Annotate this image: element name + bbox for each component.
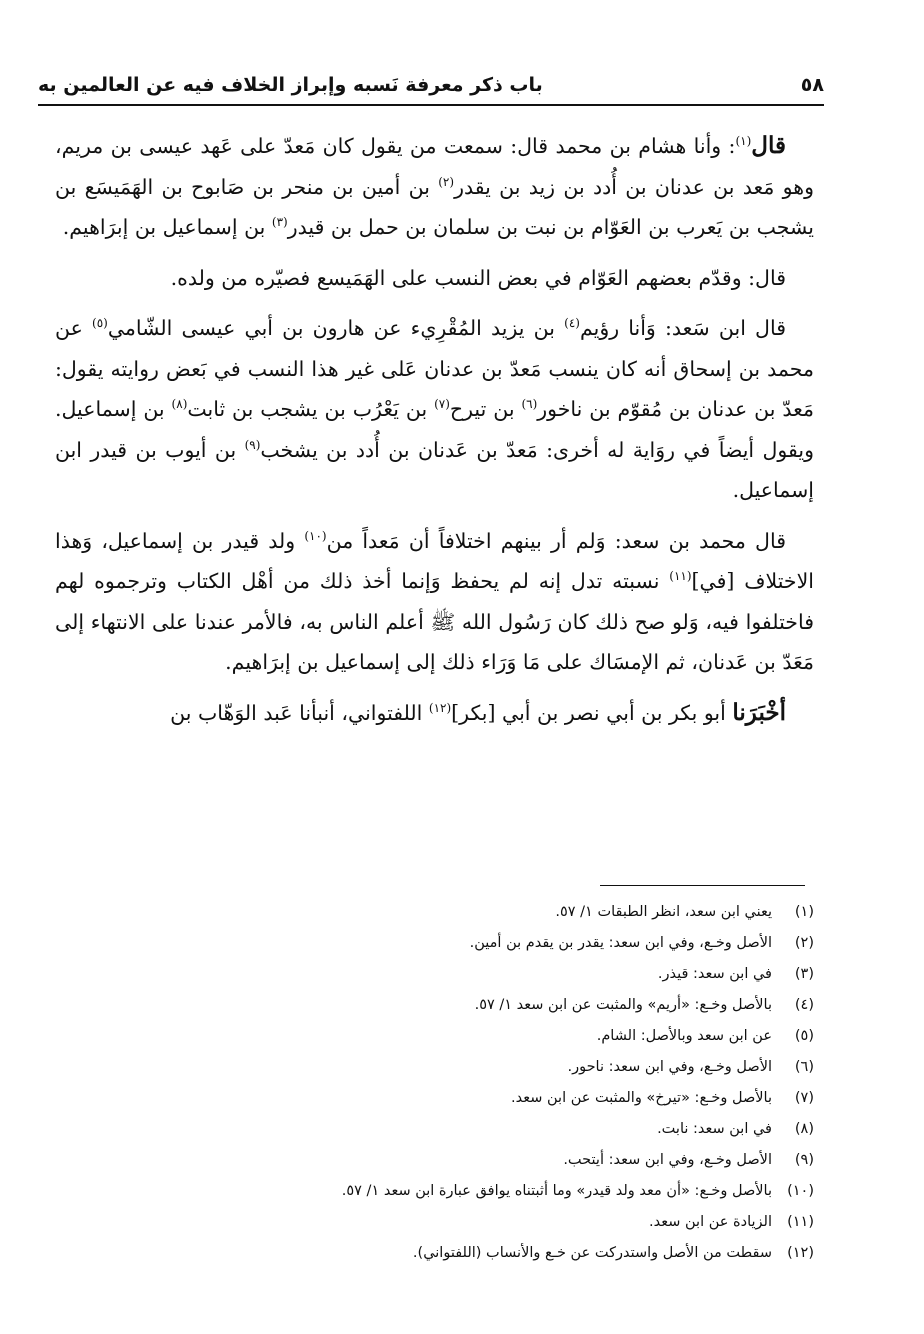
footnote-divider	[600, 885, 805, 886]
footnotes-list	[200, 897, 814, 1269]
paragraph-text: بن أيوب بن قيدر ابن إسماعيل.	[55, 437, 814, 502]
footnote-ref[interactable]: (١١)	[669, 569, 692, 584]
footnote-text: بالأصل وخـع: «أن معد ولد قيدر» وما أثبتناه يوافق عبارة ابن سعد ١/ ٥٧.	[341, 1183, 772, 1199]
footnote-text: بالأصل وخـع: «تيرخ» والمثبت عن ابن سعد.	[511, 1090, 772, 1106]
paragraph-text: قال ابن سَعد: وَأنا رؤيم	[579, 316, 786, 340]
paragraph-text: اللفتواني، أنبأنا عَبد الوَهّاب بن	[170, 700, 429, 725]
footnote-item	[200, 1083, 814, 1114]
footnote-item	[200, 1052, 814, 1083]
footnote-ref[interactable]: (٢)	[438, 174, 455, 189]
paragraph-2	[55, 258, 814, 299]
footnote-item	[200, 1176, 814, 1207]
paragraph-text: بن تيرح	[449, 397, 522, 421]
footnote-item	[200, 897, 814, 928]
lead-word: أخْبَرَنا	[732, 698, 786, 726]
footnote-ref[interactable]: (٦)	[521, 397, 538, 412]
lead-word: قال	[751, 132, 786, 159]
footnote-text: في ابن سعد: قيذر.	[657, 966, 772, 982]
footnote-item	[200, 1207, 814, 1238]
paragraph-4	[55, 521, 814, 683]
footnote-text: الأصل وخـع، وفي ابن سعد: أيتحب.	[563, 1152, 772, 1168]
paragraph-text: بن يَعْرُب بن يشجب بن ثابت	[187, 397, 435, 421]
paragraph-5	[55, 693, 814, 734]
footnote-text: الأصل وخـع، وفي ابن سعد: يقدر بن يقدم بن أمين.	[469, 935, 772, 951]
footnote-text: بالأصل وخـع: «أريم» والمثبت عن ابن سعد ١/ ٥٧.	[474, 997, 772, 1013]
paragraph-text: عن محمد بن إسحاق أنه كان ينسب مَعدّ بن عدنان عَلى غير هذا النسب في بَعض روايته يقول: مَعدّ بن عدنان بن مُقوّم بن ناخور	[55, 316, 814, 421]
paragraph-text: بن يزيد المُقْرِيء عن هارون بن أبي عيسى الشّامي	[107, 316, 565, 340]
footnote-text: عن ابن سعد وبالأصل: الشام.	[596, 1028, 772, 1044]
footnote-ref[interactable]: (٣)	[271, 215, 288, 230]
paragraph-text: قال: وقدّم بعضهم العَوّام في بعض النسب على الهَمَيسع فصيّره من ولده.	[170, 265, 786, 290]
footnote-number: (٧)	[794, 1090, 814, 1106]
footnote-number: (١١)	[787, 1214, 814, 1230]
footnote-ref[interactable]: (١٠)	[304, 528, 327, 543]
paragraph-text: ولد قيدر بن إسماعيل، وَهذا الاختلاف [في]	[55, 528, 814, 593]
footnote-ref[interactable]: (٩)	[244, 437, 261, 452]
footnote-item	[200, 1021, 814, 1052]
footnote-item	[200, 959, 814, 990]
paragraph-text: نسبته تدل إنه لم يحفظ وَإنما أخذ ذلك من أهْل الكتاب وترجموه لهم فاختلفوا فيه، وَلو صح ذلك كان رَسُول الله ﷺ أعلم الناس به، فالأمر عندنا على الانتهاء إلى مَعَدّ بن عَدنان، ثم الإمسَاك على مَا وَرَاء ذلك إلى إسماعيل بن إبرَاهيم.	[55, 569, 814, 674]
paragraph-3	[55, 308, 814, 511]
footnote-text: الزيادة عن ابن سعد.	[649, 1214, 772, 1230]
paragraph-text: بن إسماعيل بن إبرَاهيم.	[62, 215, 272, 239]
footnote-text: سقطت من الأصل واستدركت عن خـع والأنساب (اللفتواني).	[412, 1245, 772, 1261]
footnote-number: (٤)	[794, 997, 814, 1013]
header-rule	[38, 104, 824, 106]
running-title: باب ذكر معرفة نَسبه وإبراز الخلاف فيه عن العالمين به	[38, 74, 543, 96]
paragraph-text: بن أمين بن منحر بن صَابوح بن الهَمَيسَع بن يشجب بن يَعرب بن العَوّام بن نبت بن سلمان بن حمل بن قيدر	[55, 174, 814, 239]
footnote-text: يعني ابن سعد، انظر الطبقات ١/ ٥٧.	[555, 904, 772, 920]
footnote-number: (٦)	[794, 1059, 814, 1075]
footnote-ref[interactable]: (٧)	[434, 397, 450, 412]
paragraph-text: بن إسماعيل. ويقول أيضاً في روَاية له أخرى: مَعدّ بن عَدنان بن أُدد بن يشخب	[55, 397, 814, 462]
page-number: ٥٨	[800, 74, 824, 96]
paragraph-text: أبو بكر بن أبي نصر بن أبي [بكر]	[451, 700, 733, 725]
footnote-item	[200, 1114, 814, 1145]
footnote-ref[interactable]: (٨)	[171, 397, 188, 412]
paragraph-text: : وأنا هشام بن محمد قال: سمعت من يقول كان مَعدّ على عَهد عيسى بن مريم، وهو مَعد بن عدنان بن أُدد بن زيد بن يقدر	[55, 134, 814, 199]
page-header	[38, 68, 824, 102]
footnote-item	[200, 1145, 814, 1176]
footnote-text: الأصل وخـع، وفي ابن سعد: ناحور.	[567, 1059, 772, 1075]
paragraph-1	[55, 126, 814, 248]
footnote-ref[interactable]: (١)	[735, 134, 752, 149]
footnote-number: (٥)	[794, 1028, 814, 1044]
footnote-item	[200, 928, 814, 959]
footnote-number: (١٢)	[787, 1245, 814, 1261]
footnote-ref[interactable]: (٤)	[564, 316, 580, 331]
footnote-ref[interactable]: (١٢)	[428, 700, 452, 715]
footnote-number: (١)	[794, 904, 814, 920]
footnote-number: (٩)	[794, 1152, 814, 1168]
footnote-ref[interactable]: (٥)	[92, 316, 108, 331]
main-text	[55, 126, 814, 743]
footnote-number: (٨)	[794, 1121, 814, 1137]
paragraph-text: قال محمد بن سعد: وَلم أر بينهم اختلافاً أن مَعداً من	[326, 528, 786, 553]
footnote-number: (١٠)	[787, 1183, 814, 1199]
footnote-item	[200, 1238, 814, 1269]
footnote-item	[200, 990, 814, 1021]
footnote-text: في ابن سعد: نابت.	[657, 1121, 772, 1137]
footnote-number: (٢)	[794, 935, 814, 951]
footnote-number: (٣)	[794, 966, 814, 982]
